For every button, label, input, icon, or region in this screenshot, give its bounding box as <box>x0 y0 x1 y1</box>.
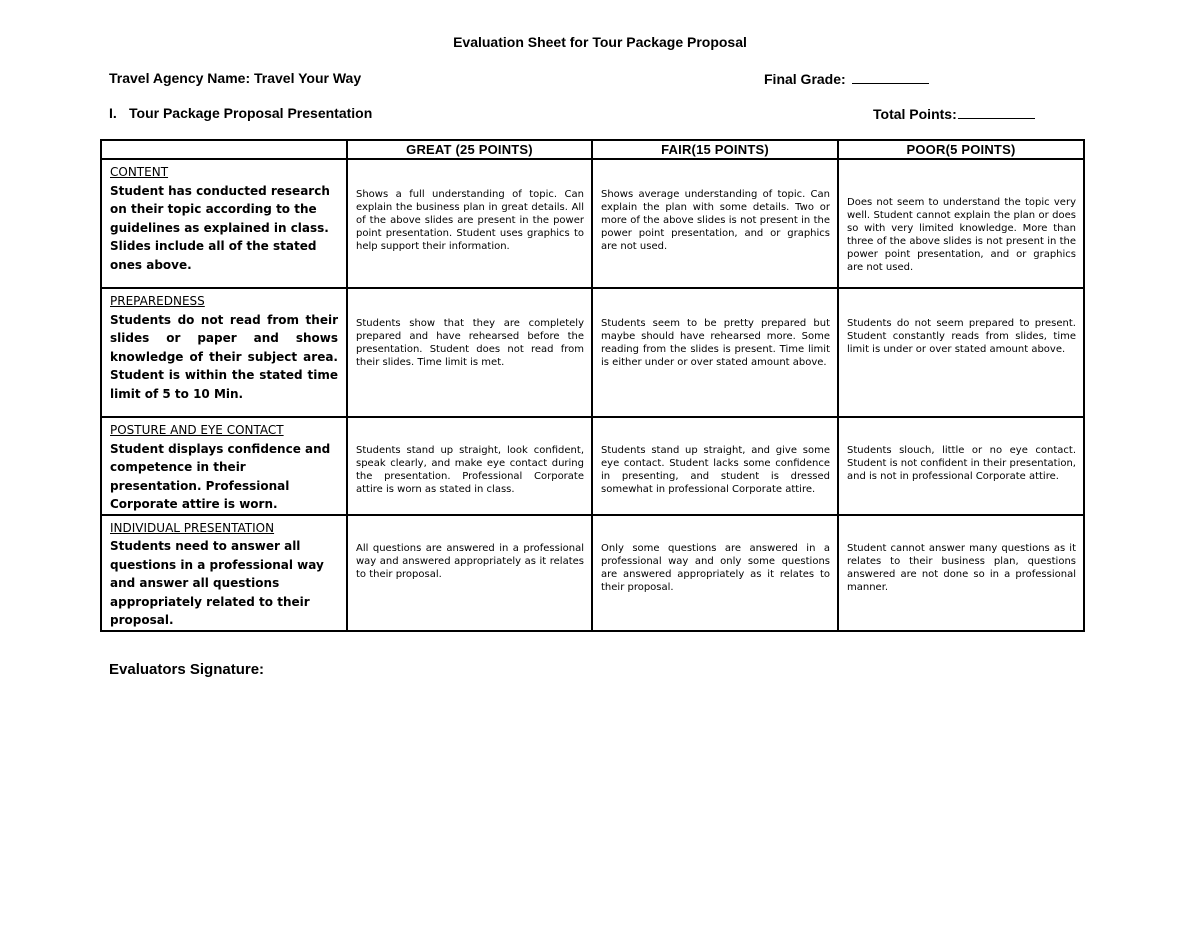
poor-description: Students slouch, little or no eye contact. Student is not confident in their presentation, and is not in professional Corporate attire. <box>847 445 1076 482</box>
header-poor: POOR(5 POINTS) <box>838 140 1084 159</box>
poor-cell <box>838 515 1084 631</box>
criterion-title: PREPAREDNESS <box>110 294 205 308</box>
rubric-row-content <box>101 159 1084 288</box>
fair-cell <box>592 288 838 417</box>
poor-cell <box>838 288 1084 417</box>
section-number: I. <box>109 105 117 121</box>
criterion-description: Student has conducted research on their topic according to the guidelines as explained in class. Slides include all of the stated ones above. <box>110 183 330 272</box>
document-title: Evaluation Sheet for Tour Package Proposal <box>453 34 747 50</box>
fair-description: Students stand up straight, and give some eye contact. Student lacks some confidence in presenting, and student is dressed somewhat in professional Corporate attire. <box>601 445 830 495</box>
rubric-row-preparedness <box>101 288 1084 417</box>
criterion-cell <box>101 417 347 515</box>
header-fair: FAIR(15 POINTS) <box>592 140 838 159</box>
rubric-table <box>100 139 1085 632</box>
poor-cell <box>838 159 1084 288</box>
rubric-row-posture <box>101 417 1084 515</box>
criterion-description: Students need to answer all questions in a professional way and answer all questions appropriately related to their proposal. <box>110 539 324 627</box>
total-points-blank <box>958 105 1035 119</box>
poor-description: Students do not seem prepared to present. Student constantly reads from slides, time limit is under or over stated amount above. <box>847 318 1076 355</box>
criterion-description: Students do not read from their slides or paper and shows knowledge of their subject area. Student is within the stated time limit of 5 to 10 Min. <box>110 312 338 401</box>
section-title: Tour Package Proposal Presentation <box>129 105 373 121</box>
great-cell <box>347 288 592 417</box>
criterion-cell <box>101 515 347 631</box>
criterion-description: Student displays confidence and competence in their presentation. Professional Corporate attire is worn. <box>110 441 331 511</box>
criterion-cell <box>101 288 347 417</box>
fair-description: Only some questions are answered in a professional way and only some questions are answered appropriately as it relates to their proposal. <box>601 542 830 593</box>
criterion-cell <box>101 159 347 288</box>
great-cell <box>347 417 592 515</box>
great-cell <box>347 515 592 631</box>
total-points-label: Total Points: <box>873 106 957 122</box>
header-great: GREAT (25 POINTS) <box>347 140 592 159</box>
evaluator-signature-label: Evaluators Signature: <box>109 661 265 678</box>
fair-cell <box>592 159 838 288</box>
fair-cell <box>592 515 838 631</box>
total-points <box>873 105 1035 122</box>
rubric-row-individual <box>101 515 1084 631</box>
section-heading <box>109 105 372 121</box>
fair-description: Students seem to be pretty prepared but maybe should have rehearsed more. Some reading from the slides is present. Time limit is either under or over stated amount above. <box>601 318 830 368</box>
final-grade-label: Final Grade: <box>764 71 846 87</box>
poor-cell <box>838 417 1084 515</box>
final-grade-blank <box>852 70 929 84</box>
agency-name: Travel Agency Name: Travel Your Way <box>109 70 362 86</box>
great-description: Shows a full understanding of topic. Can explain the business plan in great details. All of the above slides are present in the power point presentation. Student uses graphics to help support their information. <box>356 189 584 252</box>
criterion-title: INDIVIDUAL PRESENTATION <box>110 520 275 535</box>
criterion-title: POSTURE AND EYE CONTACT <box>110 423 284 437</box>
fair-description: Shows average understanding of topic. Can explain the plan with some details. Two or more of the above slides is not present in the power point presentation, and or graphics are not used. <box>601 189 830 252</box>
rubric-header-row <box>101 140 1084 159</box>
fair-cell <box>592 417 838 515</box>
header-criteria <box>101 140 347 159</box>
great-cell <box>347 159 592 288</box>
poor-description: Does not seem to understand the topic very well. Student cannot explain the plan or does so with very limited knowledge. More than three of the above slides is not present in the power point presentation, and or graphics are not used. <box>847 197 1076 273</box>
great-description: Students stand up straight, look confident, speak clearly, and make eye contact during the presentation. Professional Corporate attire is worn as stated in class. <box>356 445 584 495</box>
final-grade <box>764 70 929 87</box>
criterion-title: CONTENT <box>110 165 169 179</box>
great-description: Students show that they are completely prepared and have rehearsed before the presentation. Student does not read from their slides. Time limit is met. <box>356 318 584 368</box>
great-description: All questions are answered in a professional way and answered appropriately as it relates to their proposal. <box>356 542 584 580</box>
poor-description: Student cannot answer many questions as it relates to their business plan, questions answered are not done so in a professional manner. <box>847 542 1076 593</box>
